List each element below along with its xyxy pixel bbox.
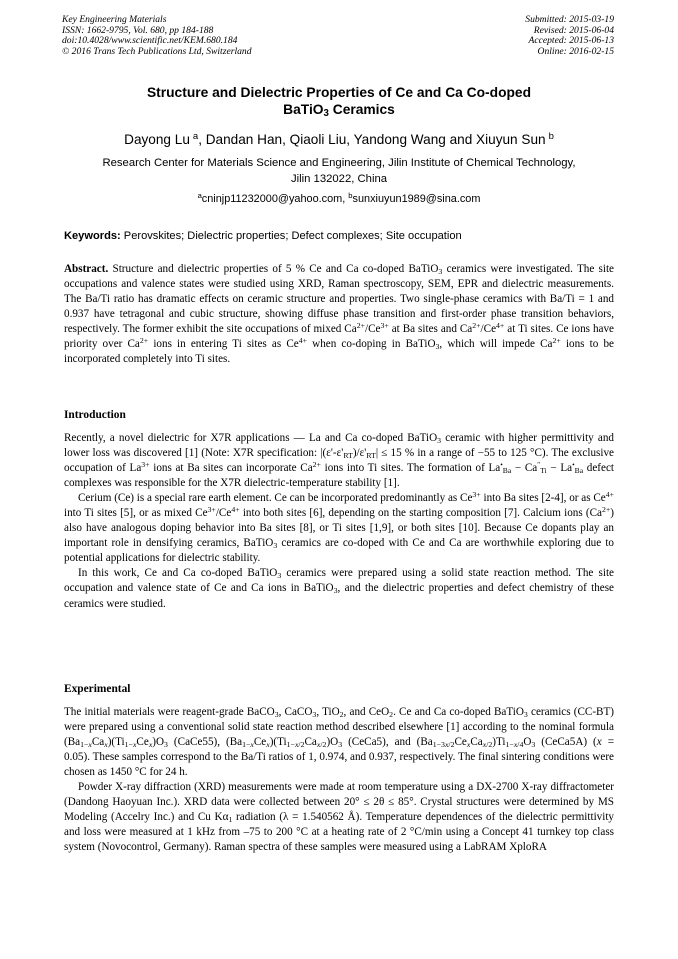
experimental-body: The initial materials were reagent-grade BaCO$_3$, CaCO$_3$, TiO$_2$, and CeO$_2$. Ce and Ca co-doped BaTiO$_3$ ceramics (CC-BT) were prepared using a conventional solid state reaction method described elsewhere [1] according to the nominal formula $(Ba_{1-x}Ca_x)(Ti_{1-x}Ce_x)O_3$ (CaCe55), $(Ba_{1-x}Ce_x)(Ti_{1-x/2}Ca_{x/2})O_3$ (CeCa5), and $(Ba_{1-3x/2}Ce_xCa_{x/2})Ti_{1-x/4}O_3$ (CeCa5A) (x = 0.05). These samples correspond to the Ba/Ti ratios of 1, 0.974, and 0.937, respectively. The final sintering conditions were chosen as 1450 °C for 24 h. Powder X-ray diffraction (XRD) measurements were made at room temperature using a DX-2700 X-ray diffractometer (Dandong Haoyuan Inc.). XRD data were collected between 20° ≤ 2θ ≤ 85°. Crystal structures were determined by MS Modeling (Accelry Inc.) and Cu $K\alpha_1$ radiation (λ = 1.540562 Å). Temperature dependences of the dielectric permittivity and loss were measured at 1 kHz from –75 to 200 °C at a heating rate of 2 °C/min using a Concept 41 turnkey top class system (Novocontrol, Germany). Raman spectra of these samples were measured using a LabRAM XploRA — [64, 706, 615, 854]
email-link-b[interactable]: sunxiuyun1989@sina.com — [352, 193, 481, 205]
keywords: Keywords: Perovskites; Dielectric properties; Defect complexes; Site occupation — [64, 230, 462, 242]
abstract: Abstract. Structure and dielectric properties of 5 % Ce and Ca co-doped BaTiO$_3$ ceramics were investigated. The site occupations and valence states were studied using XRD, Raman spectroscopy, SEM, EPR and dielectric measurements. The Ba/Ti ratio has dramatic effects on ceramic structure and properties. Two single-phase ceramics with Ba/Ti = 1 and 0.937 have tetragonal and cubic structure, showing diffuse phase transition and first-order phase transition behaviors, respectively. The former exhibit the site occupations of mixed $Ca^{2+}/Ce^{3+}$ at Ba sites and $Ca^{2+}/Ce^{4+}$ at Ti sites. Ce ions have priority over $Ca^{2+}$ ions in entering Ti sites as $Ce^{4+}$ when co-doping in BaTiO$_3$, which will impede $Ca^{2+}$ ions to be incorporated completely into Ti sites. — [64, 263, 614, 366]
journal-issn: ISSN: 1662-9795, Vol. 680, pp 184-188 — [62, 24, 214, 36]
section-heading-introduction: Introduction — [64, 409, 126, 421]
date-online: Online: 2016-02-15 — [537, 45, 614, 57]
email-link-a[interactable]: cninjp11232000@yahoo.com — [201, 193, 343, 205]
journal-name: Key Engineering Materials — [62, 14, 167, 25]
paper-title — [60, 84, 618, 118]
title-line-1: Structure and Dielectric Properties of Ce and Ca Co-doped — [146, 85, 532, 100]
section-heading-experimental: Experimental — [64, 683, 131, 695]
date-revised: Revised: 2015-06-04 — [533, 24, 614, 36]
journal-copyright: © 2016 Trans Tech Publications Ltd, Switzerland — [62, 45, 252, 57]
date-accepted: Accepted: 2015-06-13 — [528, 35, 614, 47]
affiliation: Research Center for Materials Science and Engineering, Jilin Institute of Chemical Technology, Jilin 132022, China — [102, 157, 576, 185]
journal-doi[interactable]: doi:10.4028/www.scientific.net/KEM.680.184 — [62, 35, 238, 47]
author-list: Dayong Lu $^a$, Dandan Han, Qiaoli Liu, Yandong Wang and Xiuyun Sun $^b$ — [124, 131, 554, 147]
publication-dates — [525, 15, 614, 57]
journal-info — [62, 15, 252, 57]
date-submitted: Submitted: 2015-03-19 — [525, 14, 614, 25]
title-line-2: BaTiO$_3$ Ceramics — [283, 102, 395, 120]
introduction-body: Recently, a novel dielectric for X7R applications — La and Ca co-doped BaTiO$_3$ ceramic with higher permittivity and lower loss was discovered [1] (Note: X7R specification: $|(\varepsilon'-\varepsilon'_{RT})/\varepsilon'_{RT}| \le 15$ % in a range of −55 to 125 °C). The exclusive occupation of $La^{3+}$ ions at Ba sites can incorporate $Ca^{2+}$ ions into Ti sites. The formation of $La^•_{Ba} - Ca''_{Ti} - La^•_{Ba}$ defect complexes was responsible for the X7R dielectric-temperature stability [1]. Cerium (Ce) is a special rare earth element. Ce can be incorporated predominantly as $Ce^{3+}$ into Ba sites [2-4], or as $Ce^{4+}$ into Ti sites [5], or as mixed $Ce^{3+}/Ce^{4+}$ into both sites [6], depending on the starting composition [7]. Calcium ions $(Ca^{2+})$ also have analogous doping behavior into Ba sites [8], or Ti sites [1,9], or both sites [10]. Because Ce dopants play an important role in densifying ceramics, BaTiO$_3$ ceramics are co-doped with Ce and Ca are worthwhile exploring due to potential applications for dielectric stability. In this work, Ce and Ca co-doped BaTiO$_3$ ceramics were prepared using a solid state reaction method. The site occupation and valence state of Ce and Ca ions in BaTiO$_3$, and the dielectric properties and defect chemistry of these ceramics were studied. — [64, 432, 615, 610]
author-emails: $^a$cninjp11232000@yahoo.com, $^b$sunxiuyun1989@sina.com — [197, 191, 481, 205]
